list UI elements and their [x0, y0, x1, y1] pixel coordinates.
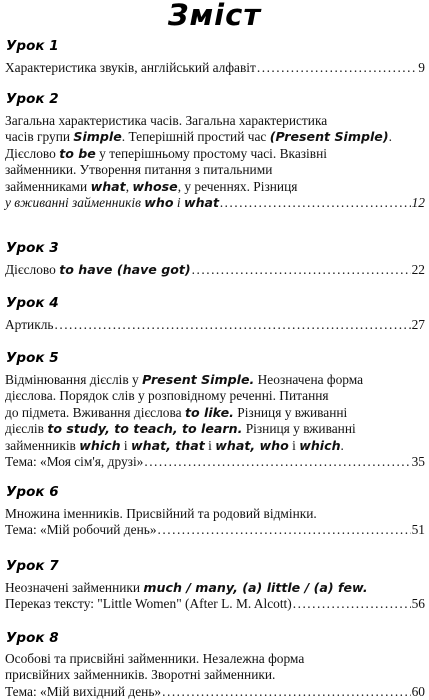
page-number: 35	[411, 454, 425, 470]
entry-line: Множина іменників. Присвійний та родовий відмінки.	[5, 506, 317, 521]
keyword: to be	[59, 145, 96, 161]
keyword: whose	[132, 178, 178, 194]
lesson-5-entry	[5, 372, 425, 470]
entry-text: Тема: «Моя сім'я, друзі»	[5, 454, 144, 470]
toc-line	[5, 317, 425, 333]
entry-line: Особові та присвійні займенники. Незалежна форма	[5, 651, 305, 666]
lesson-3-entry	[5, 262, 425, 278]
page-number: 56	[411, 596, 425, 612]
leader-dots	[144, 454, 410, 470]
entry-text: Дієслово to have (have got)	[5, 262, 191, 277]
entry-line: займенників which і what, that і what, who і which.	[5, 437, 344, 453]
entry-text: Артикль	[5, 317, 54, 332]
entry-line: дієслів to study, to teach, to learn. Різниця у вживанні	[5, 421, 356, 437]
keyword: which	[299, 437, 341, 453]
entry-line: Відмінювання дієслів у Present Simple. Неозначена форма	[5, 372, 364, 387]
lesson-2-heading: Урок 2	[6, 91, 59, 107]
lesson-8-entry	[5, 651, 425, 700]
leader-dots	[192, 262, 411, 278]
page-number: 9	[418, 60, 425, 75]
keyword: to have (have got)	[59, 262, 191, 277]
lesson-6-entry	[5, 506, 425, 539]
entry-text: Тема: «Мій робочий день»	[5, 522, 157, 538]
entry-line: присвійних займенників. Зворотні займенники.	[5, 667, 276, 683]
lesson-3-heading: Урок 3	[6, 240, 59, 256]
toc-line	[5, 454, 425, 470]
leader-dots	[158, 522, 411, 538]
lesson-1-entry	[5, 60, 425, 76]
page-number: 27	[411, 317, 425, 332]
entry-text: у вживанні займенників who і what	[5, 195, 220, 211]
lesson-5-heading: Урок 5	[6, 350, 59, 366]
keyword: to like.	[184, 404, 234, 420]
entry-line: часів групи Simple. Теперішній простий час (Present Simple).	[5, 129, 392, 145]
lesson-2-entry	[5, 113, 425, 211]
toc-line	[5, 195, 425, 211]
keyword: (Present Simple)	[269, 129, 389, 145]
page-number: 51	[411, 522, 425, 538]
entry-line: дієслова. Порядок слів у розповідному реченні. Питання	[5, 388, 329, 404]
entry-line: Загальна характеристика часів. Загальна характеристика	[5, 113, 328, 128]
page-number: 22	[411, 262, 425, 277]
entry-line: займенниками what, whose, у реченнях. Різниця	[5, 178, 298, 194]
keyword: Present Simple.	[142, 372, 255, 387]
lesson-6-heading: Урок 6	[6, 484, 59, 500]
keyword: who	[144, 195, 174, 211]
entry-text: Переказ тексту: "Little Women" (After L. M. Alcott)	[5, 596, 292, 612]
entry-line: Неозначені займенники much / many, (a) little / (a) few.	[5, 580, 368, 595]
keyword: which	[79, 437, 121, 453]
keyword: to study, to teach, to learn.	[47, 421, 243, 437]
keyword: what, who	[215, 437, 289, 453]
lesson-7-heading: Урок 7	[6, 558, 59, 574]
lesson-4-heading: Урок 4	[6, 295, 59, 311]
lesson-7-entry	[5, 580, 425, 613]
lesson-1-heading: Урок 1	[6, 38, 59, 54]
page-number: 12	[411, 195, 425, 211]
toc-line	[5, 596, 425, 612]
entry-line: Дієслово to be у теперішньому простому часі. Вказівні	[5, 145, 327, 161]
leader-dots	[293, 596, 411, 612]
page-title: Зміст	[167, 0, 262, 32]
leader-dots	[257, 60, 417, 76]
entry-text: Тема: «Мій вихідний день»	[5, 683, 162, 699]
keyword: what	[90, 178, 126, 194]
page-number: 60	[411, 683, 425, 699]
keyword: what, that	[131, 437, 205, 453]
keyword: what	[183, 195, 220, 211]
toc-line	[5, 684, 425, 700]
entry-line: займенники. Утворення питання з питальними	[5, 162, 273, 178]
keyword: much / many, (a) little / (a) few.	[143, 580, 368, 595]
entry-line: до підмета. Вживання дієслова to like. Різниця у вживанні	[5, 404, 348, 420]
keyword: Simple	[73, 129, 122, 145]
toc-line	[5, 262, 425, 278]
leader-dots	[162, 684, 410, 700]
lesson-4-entry	[5, 317, 425, 333]
toc-line	[5, 522, 425, 538]
leader-dots	[55, 317, 411, 333]
lesson-8-heading: Урок 8	[6, 630, 59, 646]
entry-text: Характеристика звуків, англійський алфавіт	[5, 60, 256, 75]
toc-line	[5, 60, 425, 76]
leader-dots	[220, 195, 411, 211]
